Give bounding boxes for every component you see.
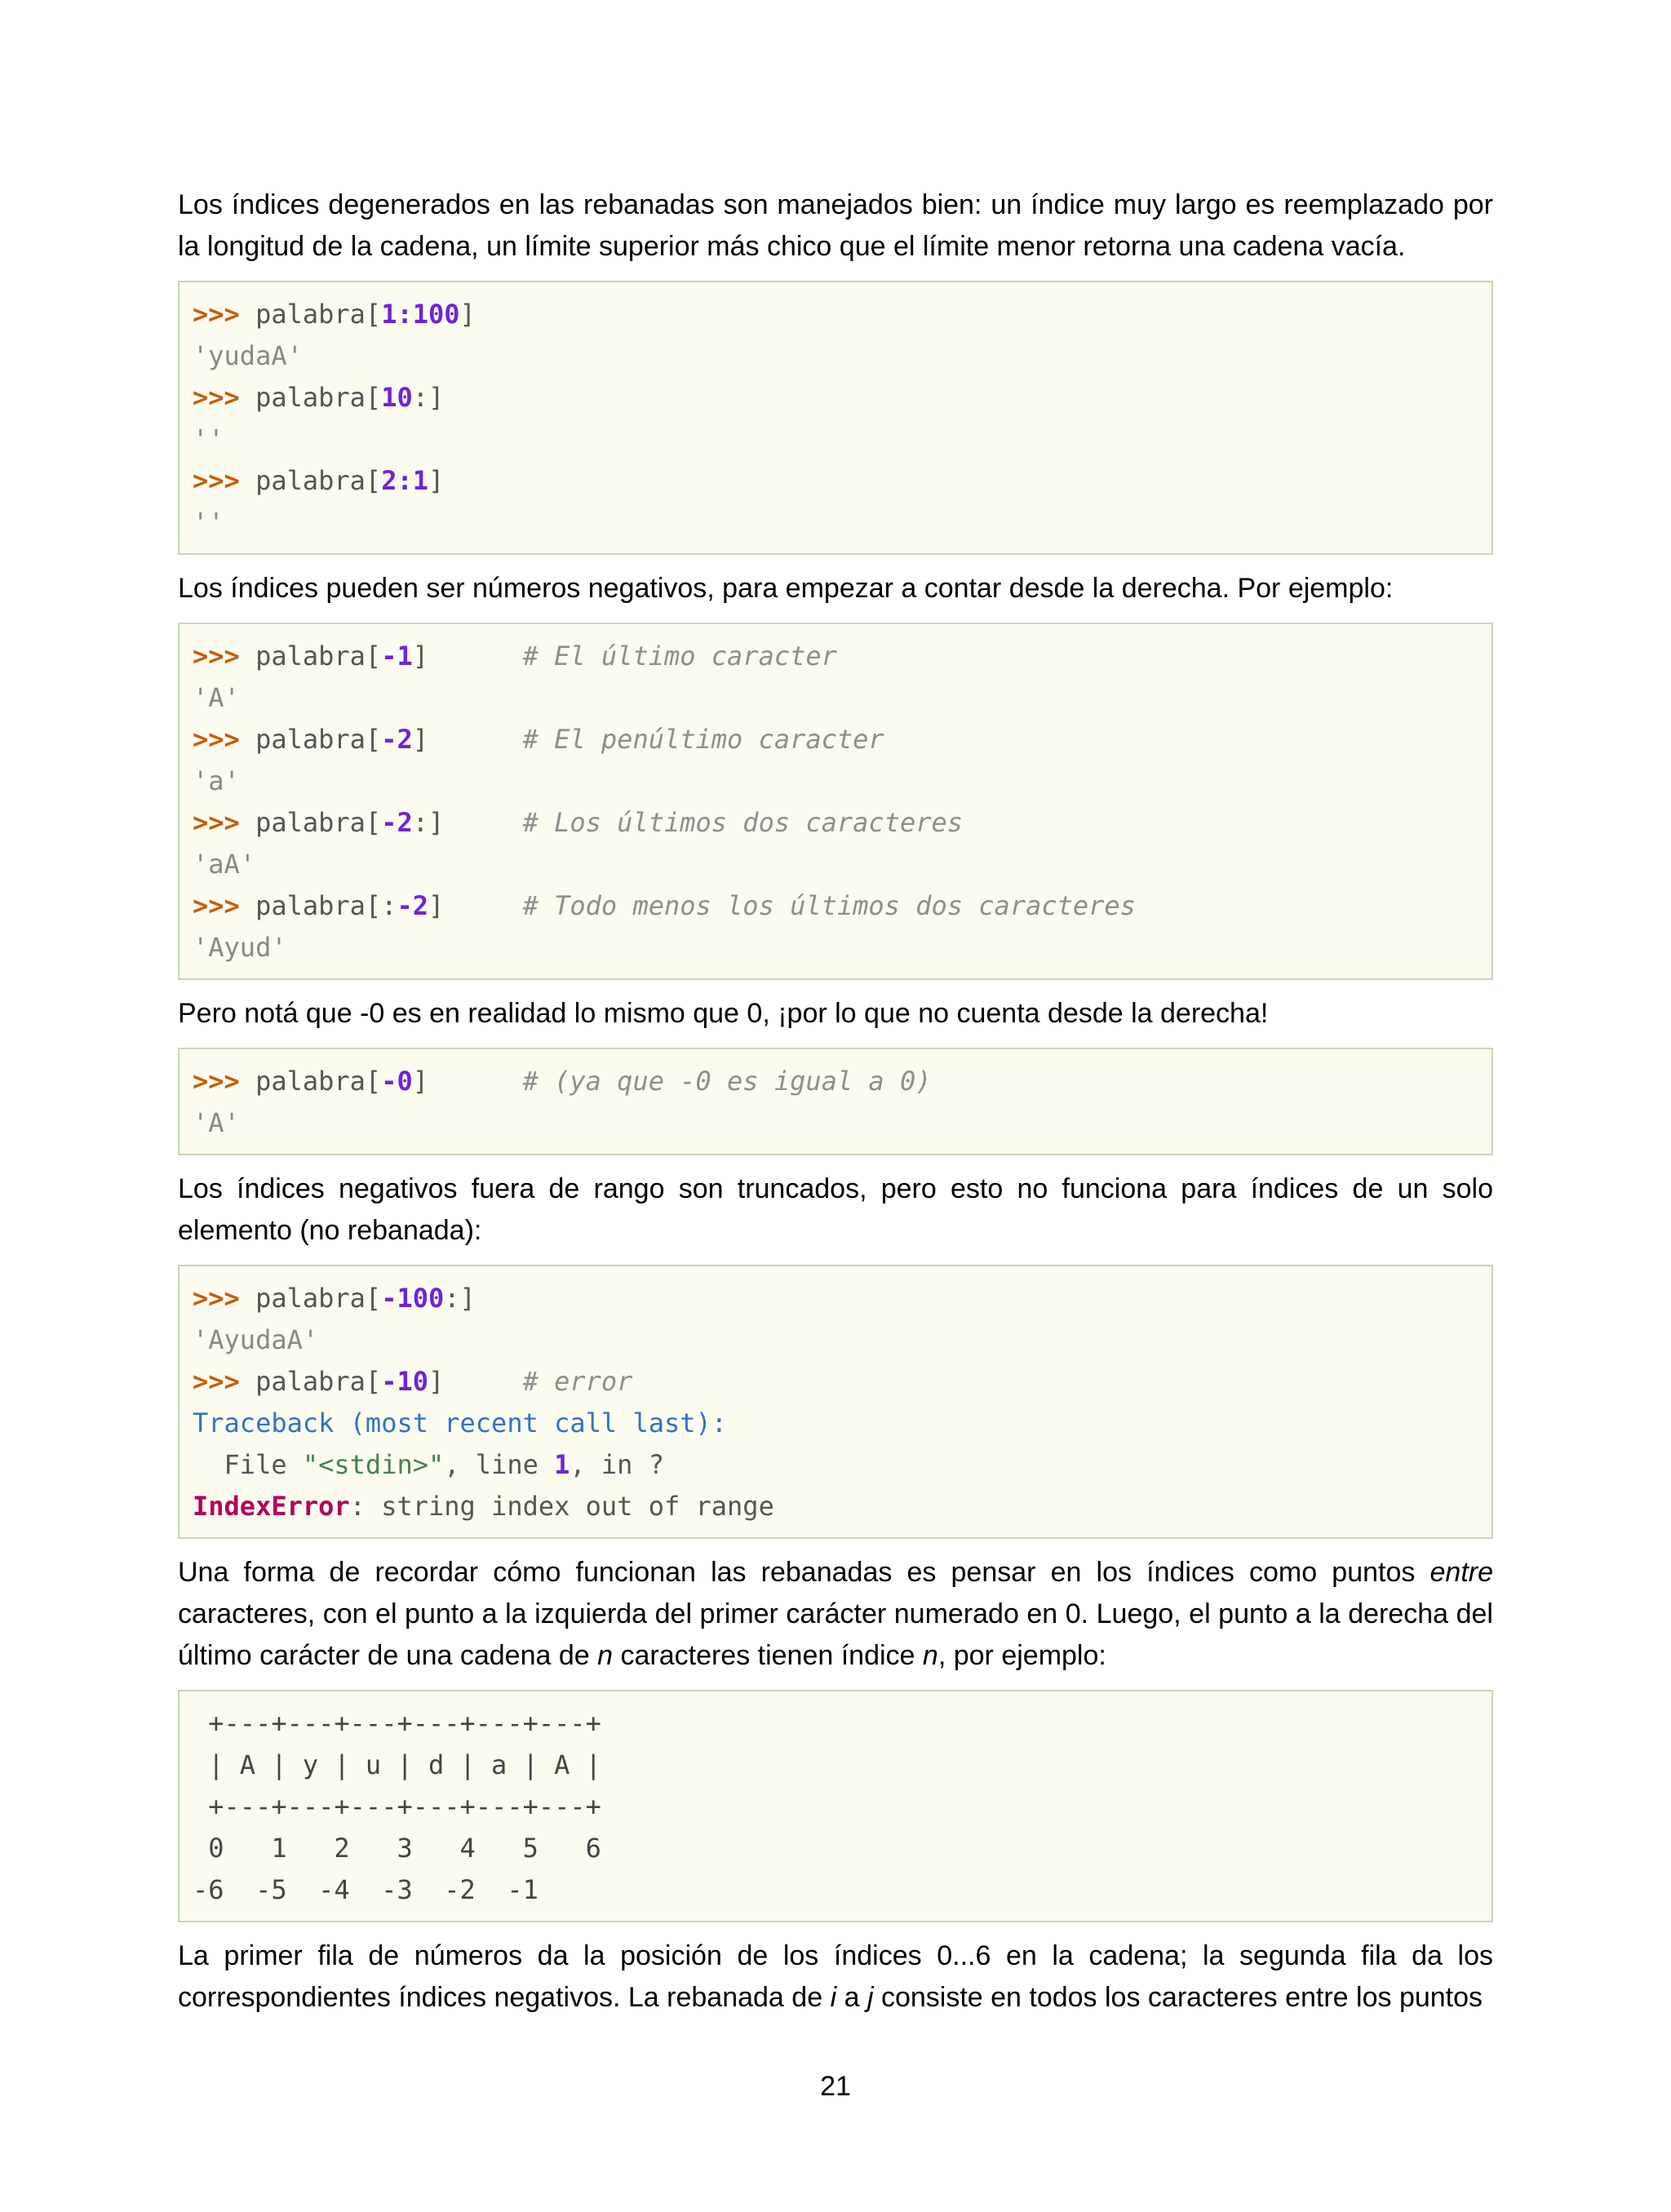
code-block-index-diagram bbox=[178, 1690, 1493, 1922]
code-block-slices bbox=[178, 281, 1493, 555]
diagram-line: +---+---+---+---+---+---+ bbox=[193, 1791, 601, 1822]
code-line: >>> palabra[2:1] bbox=[193, 465, 445, 496]
code-line: >>> palabra[-100:] bbox=[193, 1283, 476, 1314]
paragraph-slice-explanation: Una forma de recordar cómo funcionan las rebanadas es pensar en los índices como puntos entre caracteres, con el punto a la izquierda del primer carácter numerado en 0. Luego, el punto a la derecha del último carácter de una cadena de n caracteres tienen índice n, por ejemplo: bbox=[178, 1557, 1493, 1671]
code-output: '' bbox=[193, 507, 224, 538]
diagram-line: 0 1 2 3 4 5 6 bbox=[193, 1833, 601, 1864]
diagram-line: -6 -5 -4 -3 -2 -1 bbox=[193, 1874, 539, 1905]
code-line: >>> palabra[-10] # error bbox=[193, 1366, 633, 1397]
code-output: 'A' bbox=[193, 682, 240, 713]
code-line: >>> palabra[-2] # El penúltimo caracter bbox=[193, 724, 884, 755]
page-content bbox=[178, 184, 1493, 2019]
code-line: >>> palabra[-2:] # Los últimos dos caracteres bbox=[193, 807, 964, 838]
page-number: 21 bbox=[820, 2071, 851, 2102]
error-line: IndexError: string index out of range bbox=[193, 1491, 774, 1522]
code-line: >>> palabra[-0] # (ya que -0 es igual a 0) bbox=[193, 1066, 932, 1097]
code-block-error bbox=[178, 1265, 1493, 1539]
code-line: >>> palabra[1:100] bbox=[193, 299, 476, 330]
paragraph-degenerate-indices: Los índices degenerados en las rebanadas son manejados bien: un índice muy largo es reemplazado por la longitud de la cadena, un límite superior más chico que el límite menor retorna una cadena vacía. bbox=[178, 189, 1493, 262]
code-line: >>> palabra[10:] bbox=[193, 382, 445, 413]
code-line: >>> palabra[:-2] # Todo menos los últimos dos caracteres bbox=[193, 890, 1136, 921]
code-block-negative bbox=[178, 623, 1493, 980]
traceback-line: Traceback (most recent call last): bbox=[193, 1407, 728, 1438]
paragraph-out-of-range: Los índices negativos fuera de rango son truncados, pero esto no funciona para índices de un solo elemento (no rebanada): bbox=[178, 1173, 1493, 1246]
code-output: 'yudaA' bbox=[193, 340, 303, 371]
paragraph-index-rows: La primer fila de números da la posición de los índices 0...6 en la cadena; la segunda fila da los correspondientes índices negativos. La rebanada de i a j consiste en todos los caracteres entre los puntos bbox=[178, 1940, 1493, 2013]
code-output: 'a' bbox=[193, 765, 240, 796]
diagram-line: +---+---+---+---+---+---+ bbox=[193, 1708, 601, 1739]
paragraph-negative-indices: Los índices pueden ser números negativos, para empezar a contar desde la derecha. Por ejemplo: bbox=[178, 573, 1394, 604]
code-output: '' bbox=[193, 423, 224, 454]
code-output: 'AyudaA' bbox=[193, 1324, 319, 1355]
paragraph-minus-zero: Pero notá que -0 es en realidad lo mismo que 0, ¡por lo que no cuenta desde la derecha! bbox=[178, 998, 1269, 1029]
traceback-file-line: File "<stdin>", line 1, in ? bbox=[193, 1449, 664, 1480]
code-output: 'A' bbox=[193, 1107, 240, 1138]
code-output: 'Ayud' bbox=[193, 932, 287, 963]
code-block-minus-zero bbox=[178, 1048, 1493, 1155]
diagram-line: | A | y | u | d | a | A | bbox=[193, 1749, 601, 1780]
code-line: >>> palabra[-1] # El último caracter bbox=[193, 641, 837, 672]
code-output: 'aA' bbox=[193, 849, 256, 880]
